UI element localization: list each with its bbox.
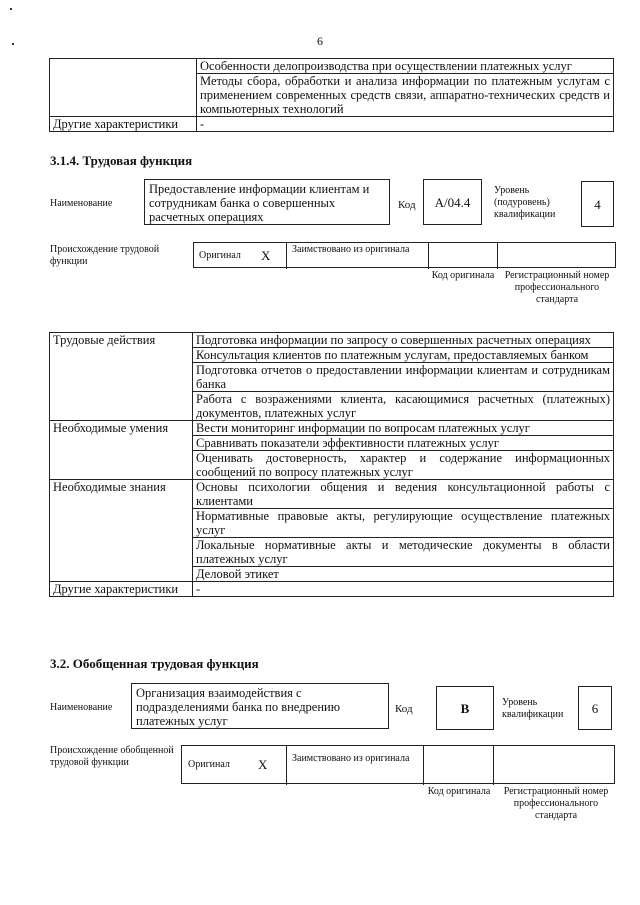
table-row [50, 582, 614, 597]
code-value: А/04.4 [423, 179, 482, 225]
scan-mark [10, 8, 12, 10]
table-cell: Нормативные правовые акты, регулирующие осуществление платежных услуг [193, 509, 614, 538]
other-characteristics-label: Другие характеристики [50, 582, 193, 597]
other-characteristics-value: - [197, 117, 614, 132]
origin-box [181, 745, 615, 784]
function-name: Предоставление информации клиентам и сотрудникам банка о совершенных расчетных операциях [144, 179, 390, 225]
level-value: 4 [581, 181, 614, 227]
reg-number-caption: Регистрационный номер профессионального стандарта [504, 270, 610, 305]
original-label: Оригинал [199, 250, 241, 261]
table-cell: Особенности делопроизводства при осуществлении платежных услуг [197, 59, 614, 74]
table-cell: Оценивать достоверность, характер и содержание информационных сообщений по вопросу платежных услуг [193, 451, 614, 480]
main-table [49, 332, 614, 597]
level-label: Уровень квалификации [502, 697, 564, 720]
code-label: Код [398, 199, 416, 211]
table-cell: Основы психологии общения и ведения консультационной работы с клиентами [193, 480, 614, 509]
original-mark: X [261, 248, 271, 263]
code-original-caption: Код оригинала [427, 786, 491, 797]
borrowed-label: Заимствовано из оригинала [292, 244, 410, 255]
table-cell: Подготовка отчетов о предоставлении информации клиентам и сотрудникам банка [193, 363, 614, 392]
table-row [50, 480, 614, 509]
table-row [50, 333, 614, 348]
code-label: Код [395, 703, 413, 715]
other-characteristics-label: Другие характеристики [50, 117, 197, 132]
table-row [50, 59, 614, 74]
name-label: Наименование [50, 198, 113, 209]
table-row [50, 421, 614, 436]
code-original-caption: Код оригинала [431, 270, 495, 281]
reg-number-caption: Регистрационный номер профессионального стандарта [503, 786, 609, 821]
table-cell: Деловой этикет [193, 567, 614, 582]
table-cell: Подготовка информации по запросу о совершенных расчетных операциях [193, 333, 614, 348]
group-label: Необходимые знания [50, 480, 193, 582]
borrowed-label: Заимствовано из оригинала [292, 753, 410, 764]
other-characteristics-value: - [193, 582, 614, 597]
table-cell: Консультация клиентов по платежным услугам, предоставляемых банком [193, 348, 614, 363]
origin-label: Происхождение трудовой функции [50, 244, 160, 267]
original-label: Оригинал [188, 759, 230, 770]
group-label: Трудовые действия [50, 333, 193, 421]
level-label: Уровень (подуровень) квалификации [494, 185, 556, 220]
table-cell: Локальные нормативные акты и методические документы в области платежных услуг [193, 538, 614, 567]
section-heading: 3.2. Обобщенная трудовая функция [50, 656, 259, 671]
name-label: Наименование [50, 702, 113, 713]
group-label: Необходимые умения [50, 421, 193, 480]
section-heading: 3.1.4. Трудовая функция [50, 153, 193, 168]
table-cell: Вести мониторинг информации по вопросам платежных услуг [193, 421, 614, 436]
original-mark: X [258, 757, 268, 772]
table-cell: Работа с возражениями клиента, касающимися расчетных (платежных) документов, платежных услуг [193, 392, 614, 421]
code-value: В [436, 686, 494, 730]
function-name: Организация взаимодействия с подразделениями банка по внедрению платежных услуг [131, 683, 389, 729]
origin-label: Происхождение обобщенной трудовой функции [50, 745, 174, 768]
page-number: 6 [317, 34, 323, 48]
top-table [49, 58, 614, 132]
origin-box [193, 242, 616, 268]
level-value: 6 [578, 686, 612, 730]
table-row [50, 117, 614, 132]
table-cell: Методы сбора, обработки и анализа информации по платежным услугам с применением современных средств связи, аппаратно-технических средств и компьютерных технологий [197, 74, 614, 117]
table-cell: Сравнивать показатели эффективности платежных услуг [193, 436, 614, 451]
